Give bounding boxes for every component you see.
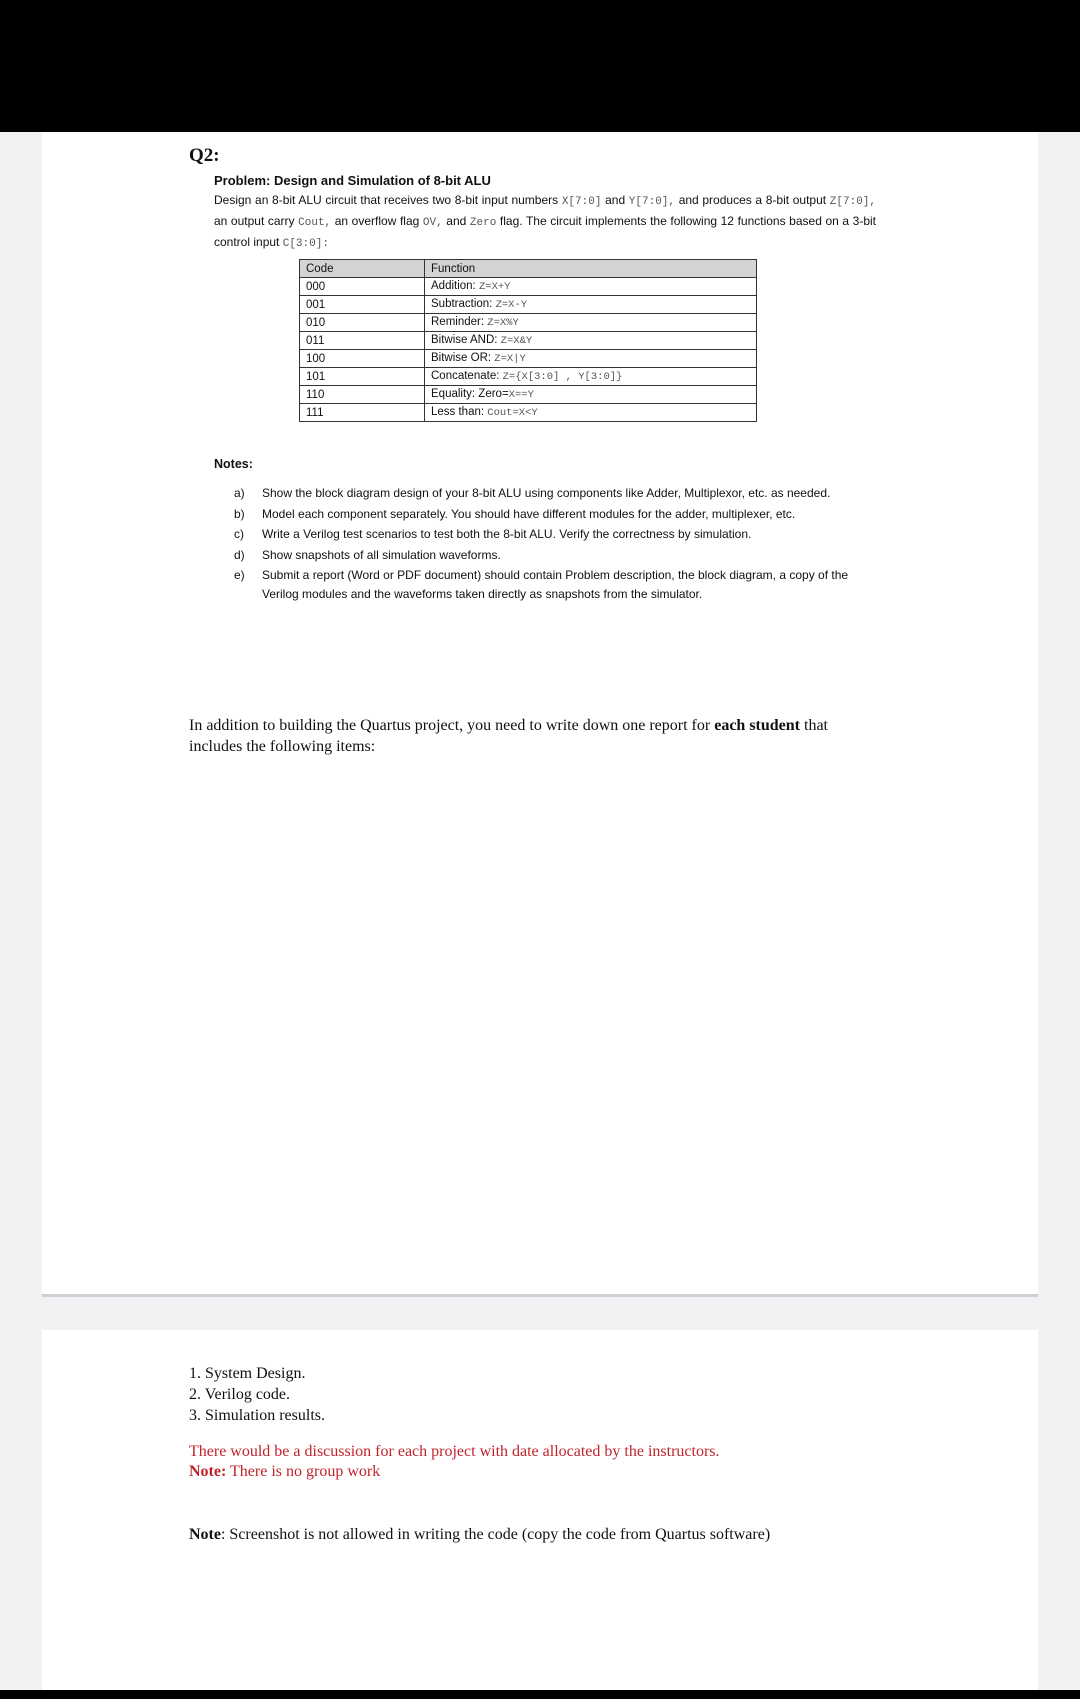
desc-x-input: X[7:0]: [561, 196, 602, 208]
report-instructions: [189, 715, 879, 757]
function-expr: Z=X&Y: [500, 335, 533, 347]
function-label: Equality: Zero=: [431, 388, 509, 400]
function-cell: [425, 404, 757, 422]
code-cell: 110: [300, 386, 425, 404]
function-label: Addition:: [431, 280, 476, 292]
desc-text: flag. The circuit implements the following 12 functions based on a 3-bit control input: [214, 214, 876, 249]
function-cell: [425, 368, 757, 386]
function-cell: [425, 296, 757, 314]
desc-zero: Zero: [469, 217, 497, 229]
list-item: 1. System Design.: [189, 1365, 306, 1382]
note-text: Submit a report (Word or PDF document) should contain Problem description, the block diagram, a copy of the Verilog modules and the waveforms taken directly as snapshots from the simulator.: [262, 568, 849, 601]
screenshot-note: [189, 1526, 770, 1544]
function-label: Bitwise OR:: [431, 352, 492, 364]
group-work-note: [189, 1462, 720, 1482]
function-label: Subtraction:: [431, 298, 493, 310]
function-cell: [425, 314, 757, 332]
function-expr: Z=X-Y: [495, 299, 528, 311]
code-cell: 100: [300, 350, 425, 368]
header-function: Function: [425, 260, 757, 278]
table-row: [300, 350, 757, 368]
desc-cout: Cout,: [298, 217, 332, 229]
note-text: Show snapshots of all simulation waveforms.: [262, 547, 501, 562]
note-label: Note: [189, 1526, 221, 1543]
table-header-row: [300, 260, 757, 278]
note-label: d): [234, 547, 245, 562]
list-item: [234, 505, 884, 524]
function-expr: Z=X+Y: [478, 281, 511, 293]
desc-text: Design an 8-bit ALU circuit that receives two 8-bit input numbers: [214, 193, 559, 207]
note-text: : Screenshot is not allowed in writing the code (copy the code from Quartus software): [220, 1526, 771, 1543]
list-item: [234, 484, 884, 503]
function-cell: [425, 332, 757, 350]
code-cell: 001: [300, 296, 425, 314]
code-cell: 101: [300, 368, 425, 386]
report-items-list: [189, 1363, 325, 1426]
function-expr: Cout=X<Y: [487, 407, 538, 419]
desc-y-input: Y[7:0],: [628, 196, 676, 208]
function-expr: X==Y: [508, 389, 534, 401]
table-row: [300, 296, 757, 314]
function-label: Reminder:: [431, 316, 485, 328]
table-row: [300, 332, 757, 350]
code-cell: 010: [300, 314, 425, 332]
function-label: Less than:: [431, 406, 485, 418]
header-code: Code: [300, 260, 425, 278]
desc-z-output: Z[7:0],: [829, 196, 877, 208]
desc-ov: OV,: [422, 217, 443, 229]
desc-text: an output carry: [214, 214, 295, 228]
table-row: [300, 404, 757, 422]
code-cell: 011: [300, 332, 425, 350]
table-row: [300, 278, 757, 296]
instruction-emphasis: each student: [714, 717, 800, 734]
function-expr: Z={X[3:0] , Y[3:0]}: [502, 371, 623, 383]
table-row: [300, 368, 757, 386]
function-cell: [425, 278, 757, 296]
code-cell: 111: [300, 404, 425, 422]
list-item: 2. Verilog code.: [189, 1386, 291, 1403]
function-label: Bitwise AND:: [431, 334, 498, 346]
note-text: Show the block diagram design of your 8-bit ALU using components like Adder, Multiplexor, etc. as needed.: [262, 486, 831, 500]
note-label: a): [234, 486, 245, 500]
bottom-black-bar: [0, 1690, 1080, 1699]
notes-list: [234, 484, 884, 605]
problem-description: [214, 191, 876, 254]
instruction-text: In addition to building the Quartus project, you need to write down one report for: [189, 717, 711, 734]
discussion-text: There would be a discussion for each project with date allocated by the instructors.: [189, 1443, 720, 1460]
code-cell: 000: [300, 278, 425, 296]
desc-text: and: [446, 214, 467, 228]
function-table: [299, 259, 757, 422]
notes-title: Notes:: [214, 457, 253, 471]
table-row: [300, 314, 757, 332]
function-cell: [425, 350, 757, 368]
note-text: Model each component separately. You should have different modules for the adder, multiplexer, etc.: [262, 506, 796, 521]
note-label: e): [234, 568, 245, 582]
function-cell: [425, 386, 757, 404]
desc-text: and produces a 8-bit output: [678, 193, 827, 207]
function-expr: Z=X%Y: [487, 317, 519, 329]
discussion-note: [189, 1442, 720, 1482]
function-expr: Z=X|Y: [494, 353, 526, 365]
instruction-text: that includes the following items:: [189, 717, 828, 755]
problem-title: Problem: Design and Simulation of 8-bit ALU: [214, 173, 491, 188]
list-item: [234, 525, 884, 544]
document-page-1: [42, 132, 1038, 1297]
desc-text: an overflow flag: [334, 214, 420, 228]
note-label: b): [234, 506, 245, 521]
top-black-bar: [0, 0, 1080, 132]
list-item: 3. Simulation results.: [189, 1407, 325, 1424]
function-label: Concatenate:: [431, 370, 500, 382]
list-item: [234, 566, 884, 603]
note-label: Note:: [189, 1463, 227, 1480]
question-label: Q2:: [189, 145, 220, 166]
document-page-2: [42, 1330, 1038, 1690]
table-row: [300, 386, 757, 404]
list-item: [234, 546, 884, 565]
desc-text: and: [605, 193, 626, 207]
desc-control-input: C[3:0]:: [282, 238, 329, 250]
note-text: There is no group work: [230, 1463, 381, 1480]
note-text: Write a Verilog test scenarios to test both the 8-bit ALU. Verify the correctness by simulation.: [262, 527, 752, 541]
note-label: c): [234, 527, 244, 541]
